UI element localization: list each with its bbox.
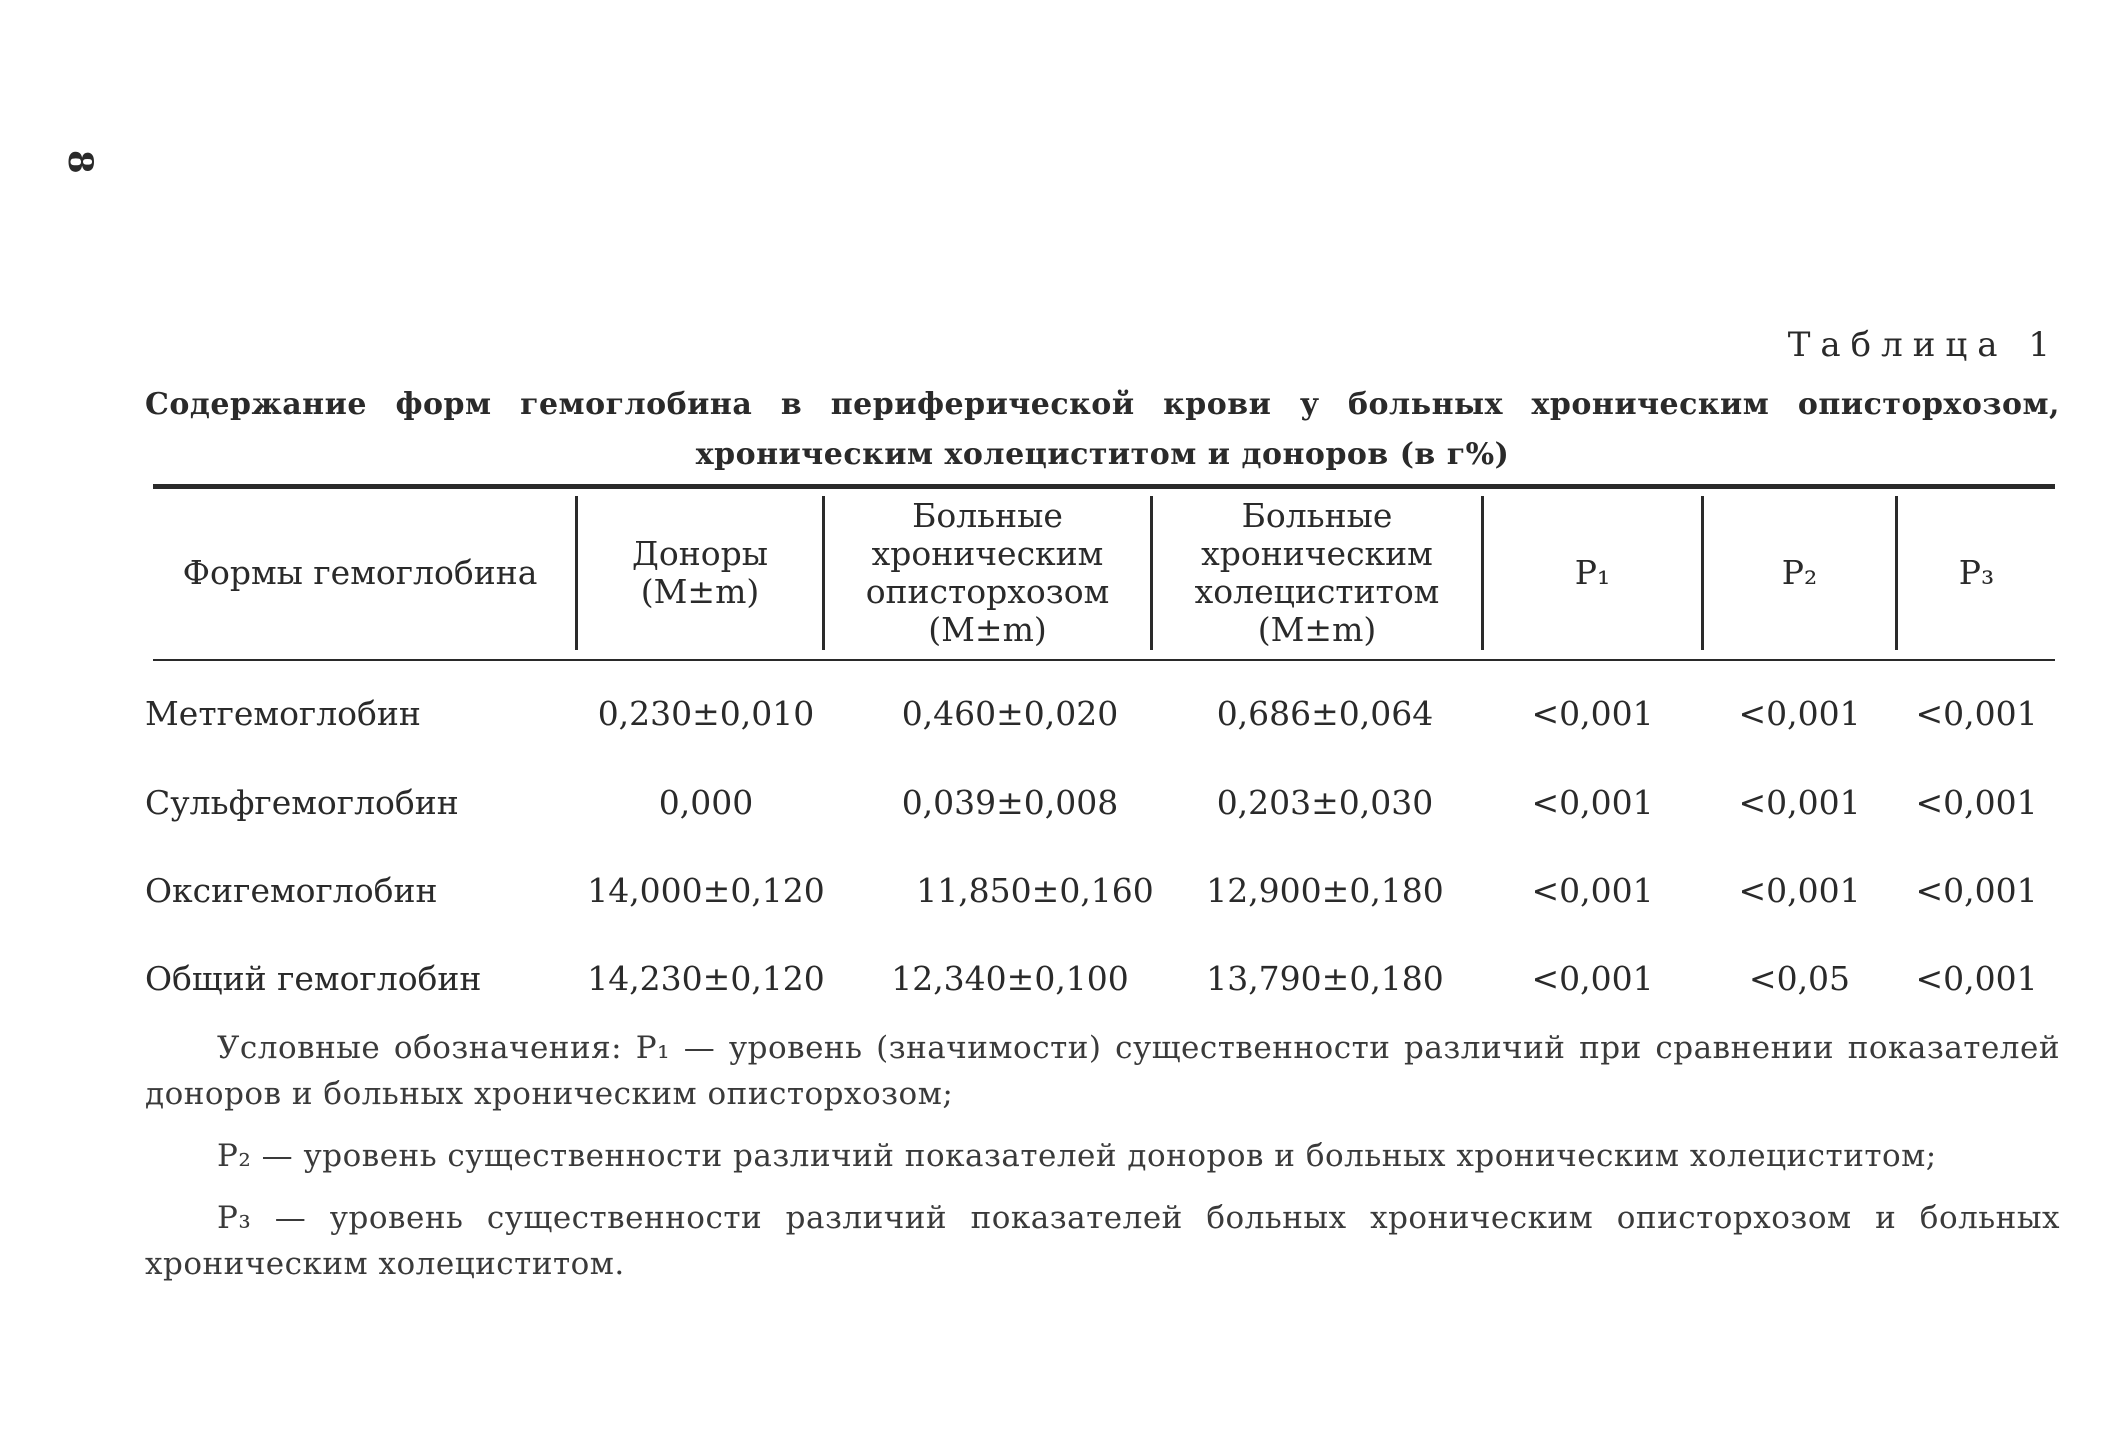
header-forms: Формы гемоглобина xyxy=(182,553,538,592)
p2-value: <0,05 xyxy=(1748,958,1851,998)
header-p3: P₃ xyxy=(1958,553,1995,592)
opisthorchiasis-value: 0,460±0,020 xyxy=(901,693,1119,733)
header-p2: P₂ xyxy=(1781,553,1818,592)
row-name: Метгемоглобин xyxy=(145,693,421,733)
p2-value: <0,001 xyxy=(1738,693,1861,733)
donors-value: 0,230±0,010 xyxy=(597,693,815,733)
p2-value: <0,001 xyxy=(1738,782,1861,822)
page-number: 8 xyxy=(60,150,100,174)
donors-value: 0,000 xyxy=(658,782,754,822)
p3-value: <0,001 xyxy=(1915,870,2038,910)
p1-value: <0,001 xyxy=(1531,782,1654,822)
table-row xyxy=(0,860,2120,920)
row-name: Оксигемоглобин xyxy=(145,870,438,910)
table-caption: Содержание форм гемоглобина в периферической крови у больных хроническим описторхозом, хроническим холециститом и доноров (в г%) xyxy=(145,387,2060,472)
header-donors: Доноры (M±m) xyxy=(632,534,768,611)
row-name: Общий гемоглобин xyxy=(145,958,482,998)
note-p3: P₃ — уровень существенности различий показателей больных хроническим описторхозом и больных хроническим холециститом. xyxy=(145,1200,2060,1282)
p1-value: <0,001 xyxy=(1531,870,1654,910)
p1-value: <0,001 xyxy=(1531,693,1654,733)
table-row xyxy=(0,683,2120,743)
row-name: Сульфгемоглобин xyxy=(145,782,459,822)
header-opisthorchiasis: Больные хроническим описторхозом (M±m) xyxy=(865,496,1110,649)
opisthorchiasis-value: 11,850±0,160 xyxy=(916,870,1154,910)
table-label: Таблица 1 xyxy=(1787,325,2060,365)
cholecystitis-value: 13,790±0,180 xyxy=(1206,958,1444,998)
table-notes xyxy=(145,1025,2060,1303)
p1-value: <0,001 xyxy=(1531,958,1654,998)
header-p1: P₁ xyxy=(1574,553,1611,592)
cholecystitis-value: 0,203±0,030 xyxy=(1216,782,1434,822)
p3-value: <0,001 xyxy=(1915,782,2038,822)
donors-value: 14,230±0,120 xyxy=(587,958,825,998)
p3-value: <0,001 xyxy=(1915,693,2038,733)
donors-value: 14,000±0,120 xyxy=(587,870,825,910)
header-cholecystitis: Больные хроническим холециститом (M±m) xyxy=(1194,496,1440,649)
p2-value: <0,001 xyxy=(1738,870,1861,910)
note-p1: Условные обозначения: P₁ — уровень (значимости) существенности различий при сравнении показателей доноров и больных хроническим описторхозом; xyxy=(145,1030,2060,1112)
table-top-rule xyxy=(153,484,2055,489)
table-row xyxy=(0,948,2120,1008)
cholecystitis-value: 0,686±0,064 xyxy=(1216,693,1434,733)
opisthorchiasis-value: 12,340±0,100 xyxy=(891,958,1129,998)
note-p2: P₂ — уровень существенности различий показателей доноров и больных хроническим холециститом; xyxy=(217,1138,1937,1174)
cholecystitis-value: 12,900±0,180 xyxy=(1206,870,1444,910)
table-row xyxy=(0,772,2120,832)
opisthorchiasis-value: 0,039±0,008 xyxy=(901,782,1119,822)
header-bottom-rule xyxy=(153,659,2055,661)
p3-value: <0,001 xyxy=(1915,958,2038,998)
